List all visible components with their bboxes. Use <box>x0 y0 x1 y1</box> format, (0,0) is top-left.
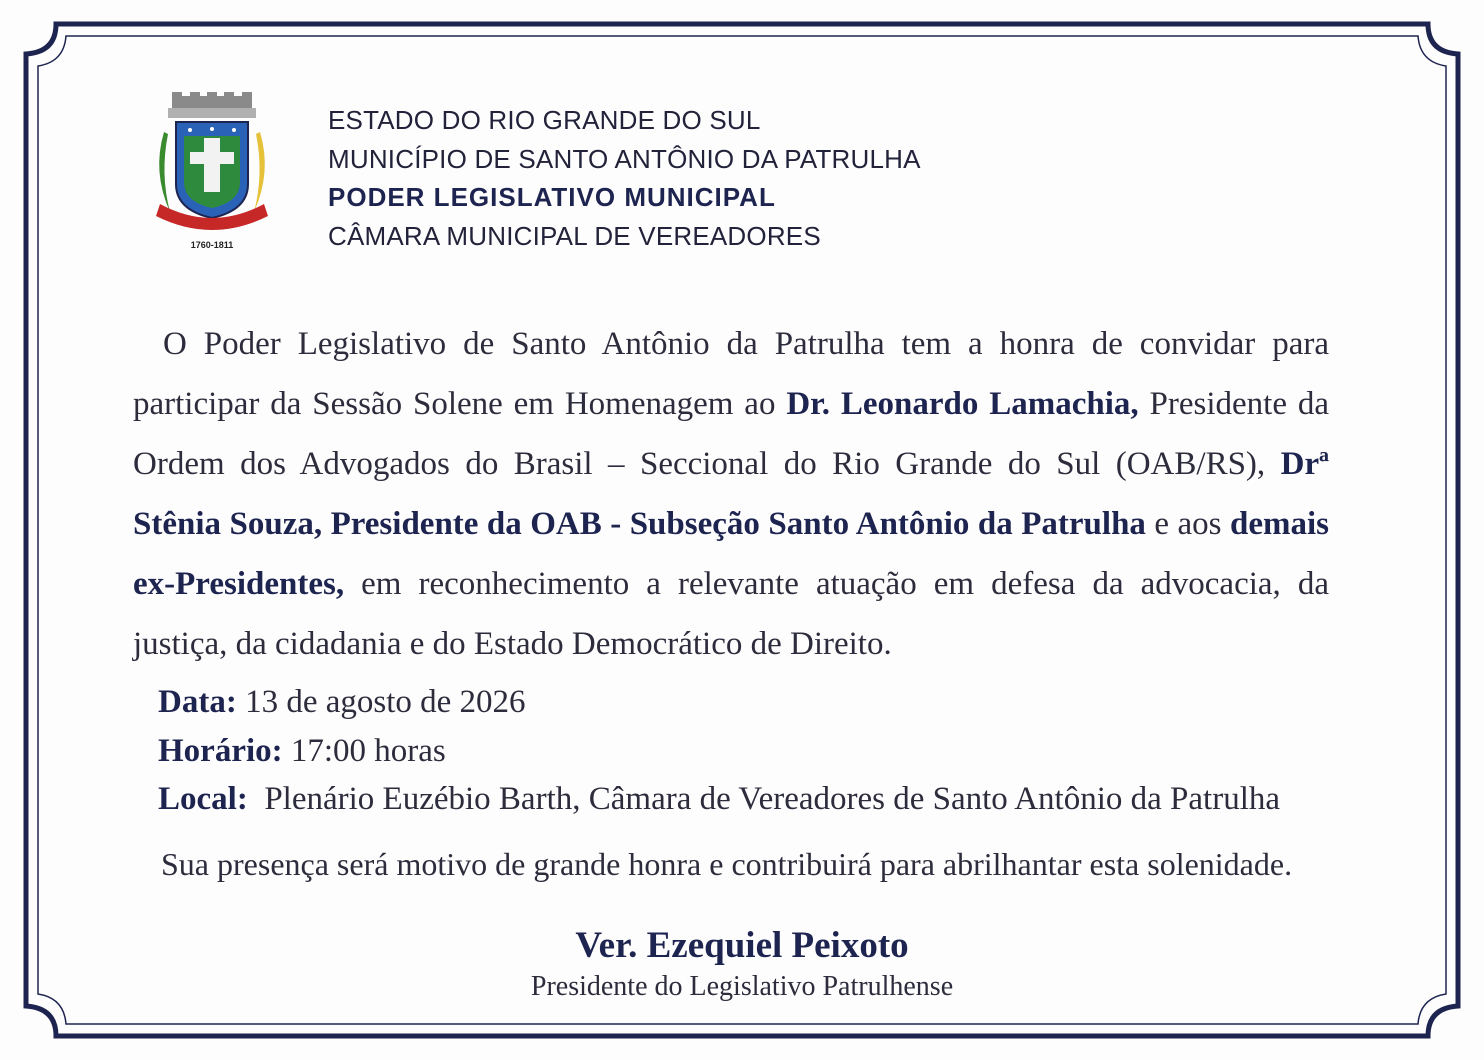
header-chamber: CÂMARA MUNICIPAL DE VEREADORES <box>328 220 821 251</box>
invitation-paragraph <box>133 314 1329 674</box>
crest-years: 1760-1811 <box>190 240 234 250</box>
header-state: ESTADO DO RIO GRANDE DO SUL <box>328 105 761 135</box>
event-time <box>158 727 1280 776</box>
time-label: Horário: <box>158 732 283 769</box>
honoree-3: demais ex-Presidentes, <box>133 506 1330 602</box>
event-date <box>158 678 1280 727</box>
invitation-text-4: em reconhecimento a relevante atuação em defesa da advocacia, da justiça, da cidadania e do Estado Democrático de Direito. <box>133 566 1329 662</box>
header-municipality: MUNICÍPIO DE SANTO ANTÔNIO DA PATRULHA <box>328 143 921 174</box>
signatory-name: Ver. Ezequiel Peixoto <box>575 925 909 966</box>
header-legislative-power: PODER LEGISLATIVO MUNICIPAL <box>328 182 776 212</box>
place-value: Plenário Euzébio Barth, Câmara de Vereadores de Santo Antônio da Patrulha <box>247 781 1281 817</box>
invitation-text-2: Presidente da Ordem dos Advogados do Brasil – Seccional do Rio Grande do Sul (OAB/RS), <box>133 386 1329 482</box>
date-label: Data: <box>158 684 237 720</box>
place-label: Local: <box>158 781 248 817</box>
signatory-title: Presidente do Legislativo Patrulhense <box>530 971 954 1002</box>
event-details <box>158 678 1280 824</box>
honoree-1: Dr. Leonardo Lamachia, <box>786 386 1139 422</box>
invitation-text-3: e aos <box>1145 506 1231 542</box>
date-value: 13 de agosto de 2026 <box>236 684 526 720</box>
honoree-2: Drª Stênia Souza, Presidente da OAB - Subseção Santo Antônio da Patrulha <box>133 446 1329 542</box>
time-value: 17:00 horas <box>282 732 446 769</box>
closing-sentence: Sua presença será motivo de grande honra e contribuirá para abrilhantar esta solenidade. <box>161 846 1293 882</box>
letterhead <box>328 101 921 255</box>
event-place <box>158 775 1280 824</box>
invitation-text-1: O Poder Legislativo de Santo Antônio da Patrulha tem a honra de convidar para participar da Sessão Solene em Homenagem ao <box>133 326 1329 422</box>
municipal-coat-of-arms-icon <box>150 92 274 252</box>
